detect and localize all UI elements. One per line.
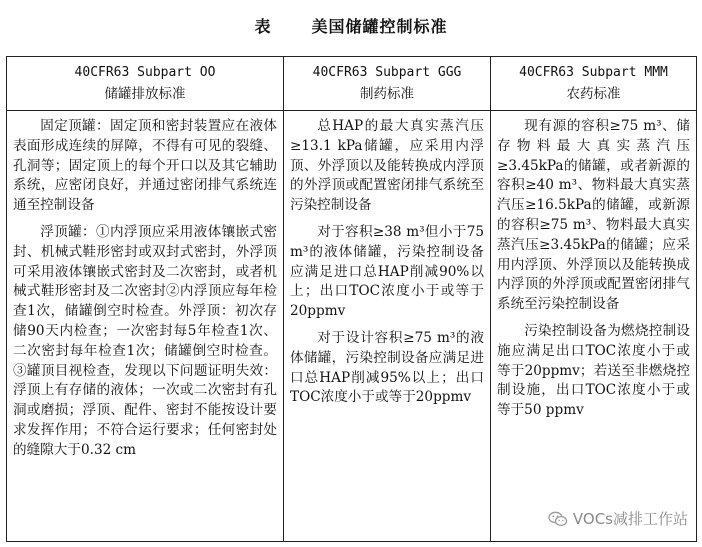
column-header-oo <box>7 57 284 111</box>
paragraph-hap-vapor: 总HAP的最大真实蒸汽压≥13.1 kPa储罐，应采用内浮顶、外浮顶以及能转换成内浮顶的外浮顶或配置密闭排气系统至污染控制设备 <box>290 118 484 214</box>
category-label: 农药标准 <box>566 86 621 102</box>
watermark <box>548 508 688 529</box>
regulation-label: 40CFR63 Subpart MMM <box>519 65 668 80</box>
cell-ggg-text <box>284 111 491 542</box>
cell-oo-text <box>7 111 284 542</box>
table-caption <box>0 14 702 37</box>
paragraph-over-75: 对于设计容积≥75 m³的液体储罐，污染控制设备应满足进口总HAP削减95%以上；出口TOC浓度小于或等于20ppmv <box>290 329 484 406</box>
paragraph-38-75: 对于容积≥38 m³但小于75 m³的液体储罐，污染控制设备应满足进口总HAP削减90%以上；出口TOC浓度小于或等于20ppmv <box>290 223 484 320</box>
caption-label: 表 <box>254 17 272 36</box>
category-label: 制药标准 <box>360 86 414 102</box>
watermark-text: VOCs减排工作站 <box>572 510 688 528</box>
paragraph-floating-roof: 浮顶罐：①内浮顶应采用液体镶嵌式密封、机械式鞋形密封或双封式密封，外浮顶可采用液体镶嵌式密封及二次密封，或者机械式鞋形密封及二次密封②内浮顶应每年检查1次，储罐倒空时检查。外浮顶：初次存储90天内检查；一次密封每5年检查1次、二次密封每年检查1次；储罐倒空时检查。③罐顶目视检查，发现以下问题证明失效：浮顶上有存储的液体；一次或二次密封有孔洞或磨损；浮顶、配件、密封不能按设计要求发挥作用；不符合运行要求；任何密封处的缝隙大于0.32 cm <box>13 223 277 458</box>
paragraph-fixed-roof: 固定顶罐：固定顶和密封装置应在液体表面形成连续的屏障，不得有可见的裂缝、孔洞等；固定顶上的每个开口以及其它辅助系统，应密闭良好，并通过密闭排气系统连通至控制设备 <box>13 118 277 214</box>
paragraph-source-volume: 现有源的容积≥75 m³、储存物料最大真实蒸汽压≥3.45kPa的储罐，或者新源的容积≥40 m³、物料最大真实蒸汽压≥16.5kPa的储罐，或新源的容积≥75 m³、物料最大真实蒸汽压≥3.45kPa的储罐；应采用内浮顶、外浮顶以及能转换成内浮顶的外浮顶或配置密闭排气系统至污染控制设备 <box>497 118 690 313</box>
caption-title: 美国储罐控制标准 <box>311 17 448 36</box>
regulation-label: 40CFR63 Subpart OO <box>74 65 216 80</box>
category-label: 储罐排放标准 <box>104 86 186 102</box>
paragraph-control-device: 污染控制设备为燃烧控制设施应满足出口TOC浓度小于或等于20ppmv；若送至非燃烧控制设施，出口TOC浓度小于或等于50 ppmv <box>497 322 690 419</box>
column-header-mmm <box>491 57 697 111</box>
table-header-row <box>7 57 697 111</box>
cell-mmm-text <box>491 111 697 542</box>
table-body-row <box>7 111 697 542</box>
regulation-label: 40CFR63 Subpart GGG <box>312 65 462 80</box>
wechat-icon <box>548 511 568 527</box>
standards-table <box>6 56 697 542</box>
column-header-ggg <box>284 57 491 111</box>
